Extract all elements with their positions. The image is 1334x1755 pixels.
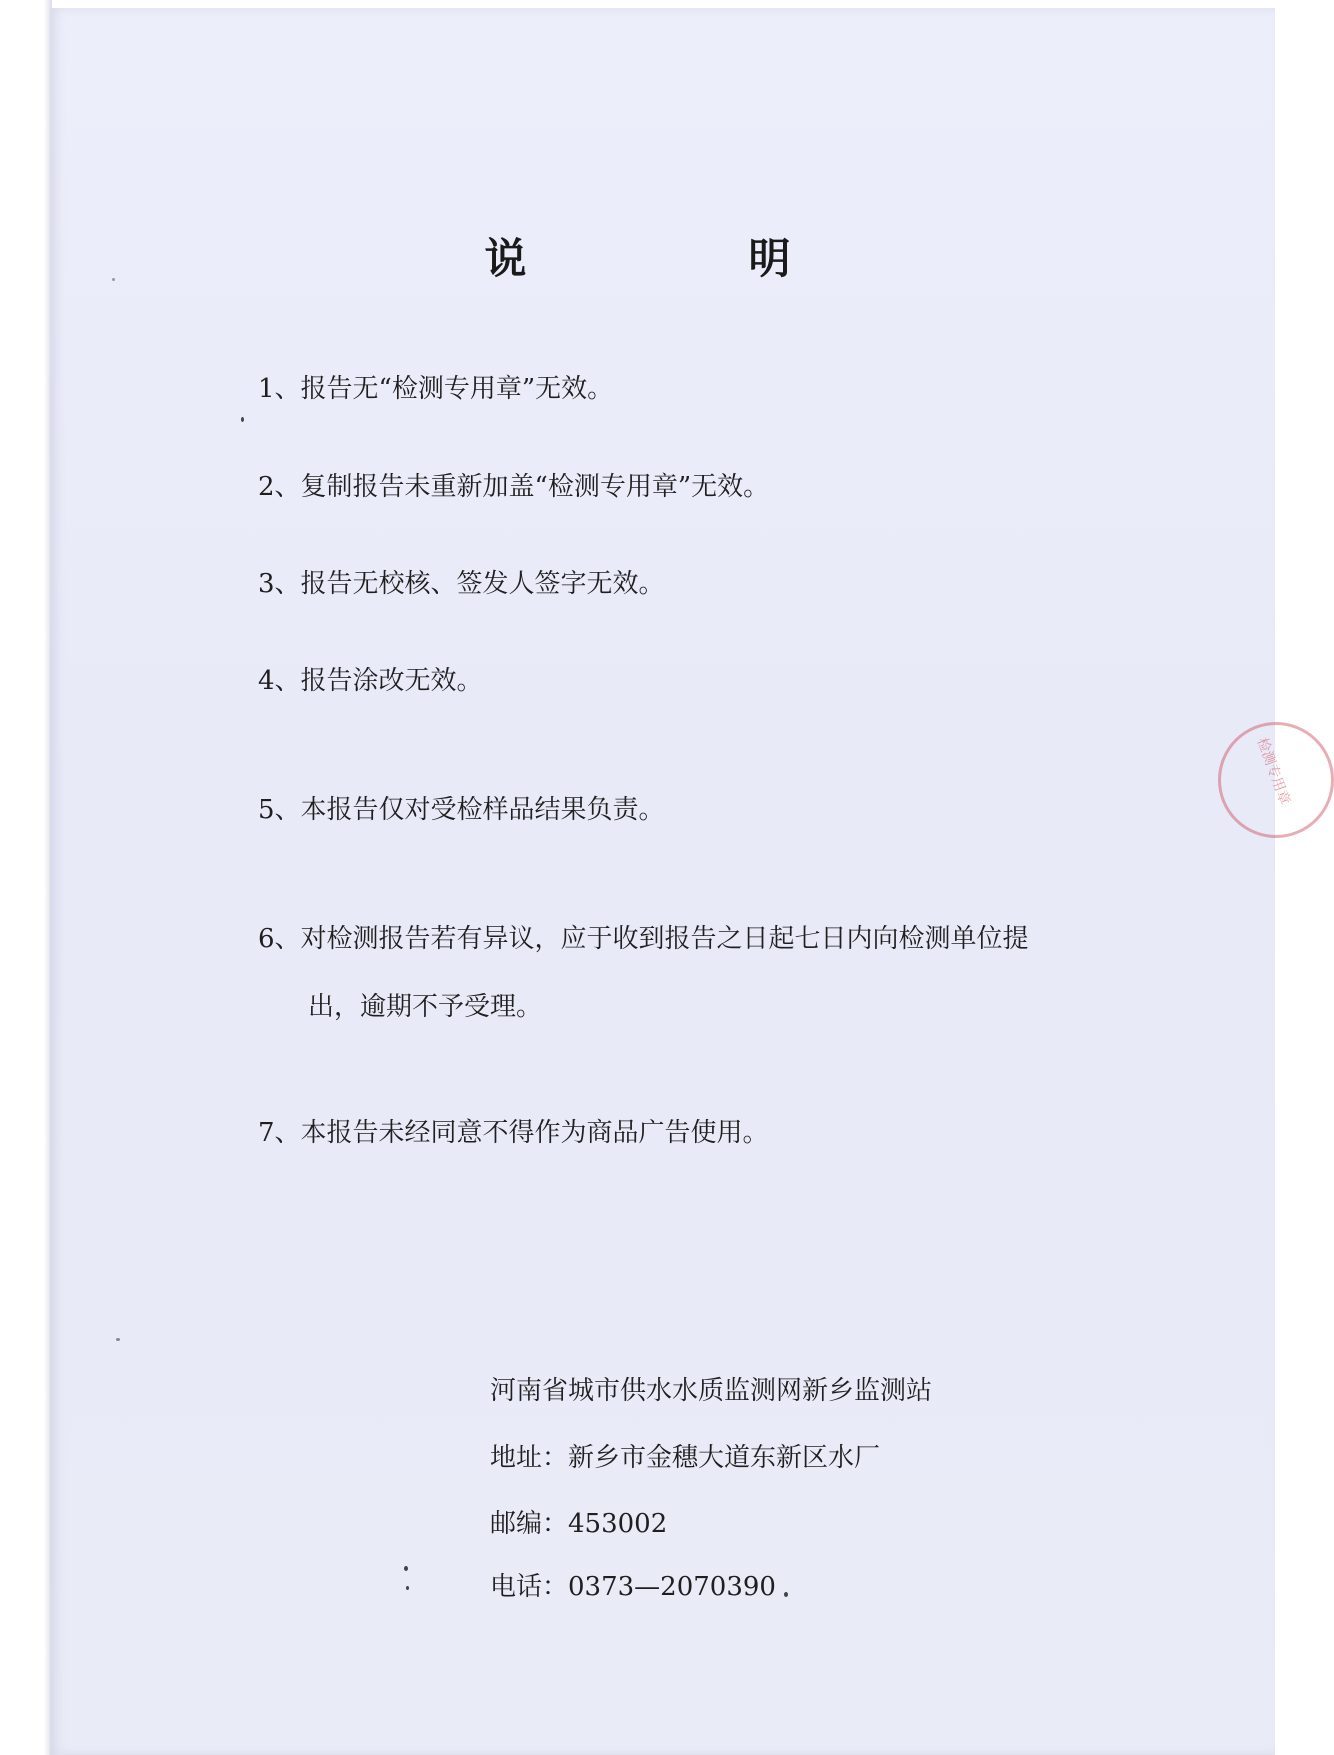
- phone-line: 电话：0373—2070390: [490, 1572, 776, 1602]
- scan-speck: [241, 417, 244, 422]
- scan-speck: [404, 1566, 408, 1571]
- notice-item-6: 6、对检测报告若有异议，应于收到报告之日起七日内向检测单位提: [258, 924, 1029, 954]
- scan-speck: [784, 1592, 788, 1597]
- organization-name: 河南省城市供水水质监测网新乡监测站: [490, 1376, 933, 1406]
- red-seal-stamp: [1218, 722, 1334, 838]
- notice-item-1: 1、报告无“检测专用章”无效。: [258, 374, 614, 404]
- scan-speck: [112, 278, 115, 281]
- notice-item-2: 2、复制报告未重新加盖“检测专用章”无效。: [258, 472, 770, 502]
- notice-item-5: 5、本报告仅对受检样品结果负责。: [258, 795, 665, 825]
- postcode-line: 邮编：453002: [490, 1509, 668, 1539]
- scan-speck: [406, 1586, 409, 1590]
- notice-item-7: 7、本报告未经同意不得作为商品广告使用。: [258, 1118, 769, 1148]
- notice-item-3: 3、报告无校核、签发人签字无效。: [258, 569, 665, 599]
- notice-item-6-continued: 出，逾期不予受理。: [308, 992, 543, 1022]
- scan-speck: [116, 1338, 120, 1341]
- document-title: 说 明: [484, 234, 881, 283]
- seal-text: 检测专用章: [1253, 735, 1293, 807]
- notice-item-4: 4、报告涂改无效。: [258, 666, 483, 696]
- address-line: 地址：新乡市金穗大道东新区水厂: [490, 1443, 881, 1473]
